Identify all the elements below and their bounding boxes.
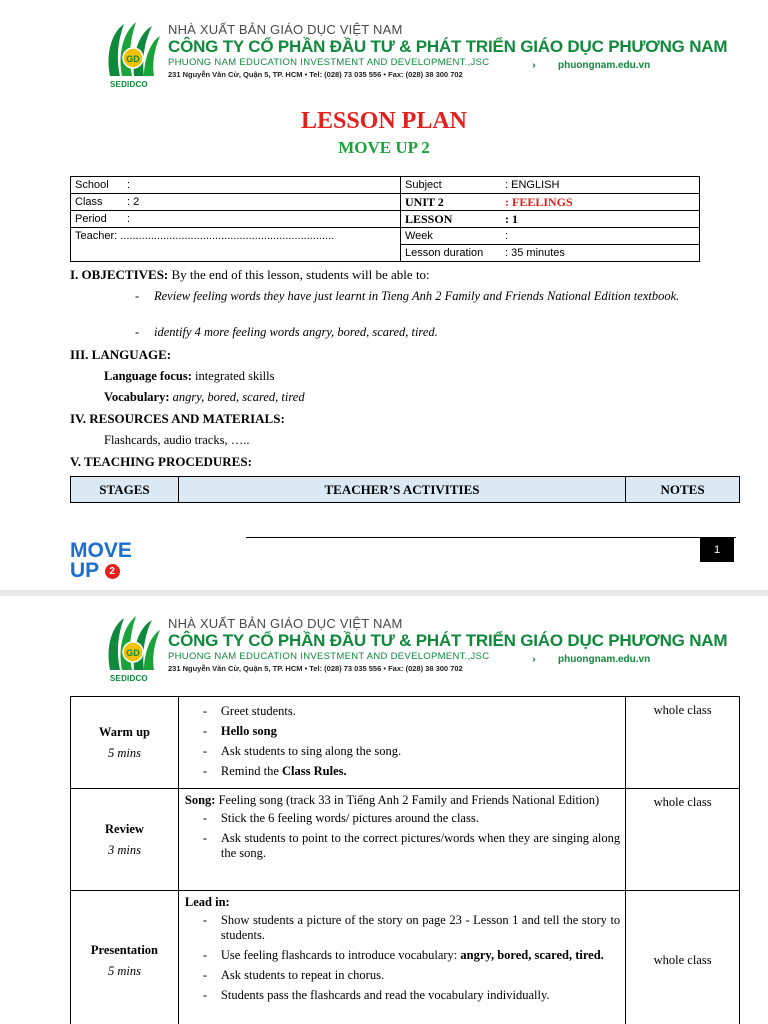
company-name: CÔNG TY CỔ PHẦN ĐẦU TƯ & PHÁT TRIỂN GIÁO DỤC PHƯƠNG NAM bbox=[168, 631, 728, 650]
page-2 bbox=[0, 596, 768, 1024]
company-name-en: PHUONG NAM EDUCATION INVESTMENT AND DEVELOPMENT.,JSC bbox=[168, 651, 490, 662]
logo-letters: GD bbox=[126, 648, 140, 658]
logo-text: SEDIDCO bbox=[110, 80, 148, 89]
stage-time: 5 mins bbox=[107, 963, 141, 978]
activity-heading bbox=[185, 793, 620, 808]
list-item: - Students pass the flashcards and read the vocabulary individually. bbox=[185, 988, 620, 1003]
duration-value: : 35 minutes bbox=[505, 247, 565, 259]
list-text: Use feeling flashcards to introduce vocabulary: bbox=[220, 948, 461, 962]
activities-cell bbox=[178, 891, 625, 1024]
stage-cell bbox=[71, 891, 179, 1024]
lesson-info-table bbox=[70, 176, 700, 262]
logo-move: MOVE bbox=[70, 539, 132, 562]
company-logo bbox=[104, 20, 162, 86]
list-item bbox=[185, 764, 620, 779]
move-up-logo bbox=[70, 541, 132, 581]
language-focus-label: Language focus: bbox=[104, 369, 192, 383]
stage-cell bbox=[71, 789, 179, 891]
class-cell bbox=[71, 194, 401, 211]
vocabulary-label: Vocabulary: bbox=[104, 390, 170, 404]
stage-time: 3 mins bbox=[107, 842, 141, 857]
company-logo bbox=[104, 614, 162, 680]
procedures-heading-line bbox=[70, 454, 252, 470]
vocabulary-value: angry, bored, scared, tired bbox=[172, 390, 305, 404]
duration-cell bbox=[401, 245, 700, 262]
stage-cell bbox=[71, 697, 179, 789]
objective-text: identify 4 more feeling words angry, bored, scared, tired. bbox=[154, 325, 438, 339]
list-item bbox=[185, 948, 620, 963]
list-bold: angry, bored, scared, tired. bbox=[460, 948, 604, 962]
list-item: - Show students a picture of the story on page 23 - Lesson 1 and tell the story to students. bbox=[185, 913, 620, 943]
publisher-name: NHÀ XUẤT BẢN GIÁO DỤC VIỆT NAM bbox=[168, 22, 403, 37]
footer-rule bbox=[246, 537, 736, 538]
list-item bbox=[185, 724, 620, 739]
publisher-name: NHÀ XUẤT BẢN GIÁO DỤC VIỆT NAM bbox=[168, 616, 403, 631]
duration-label: Lesson duration bbox=[405, 247, 484, 259]
col-stages: STAGES bbox=[71, 477, 179, 503]
heading-text: Feeling song (track 33 in Tiếng Anh 2 Family and Friends National Edition) bbox=[215, 793, 600, 807]
procedures-heading: V. TEACHING PROCEDURES: bbox=[70, 454, 252, 469]
period-label: Period bbox=[75, 213, 107, 225]
note-cell: whole class bbox=[626, 789, 740, 891]
table-row bbox=[71, 697, 740, 789]
unit-value: : FEELINGS bbox=[505, 194, 573, 209]
week-value: : bbox=[505, 230, 509, 242]
note-text: whole class bbox=[653, 953, 712, 967]
list-text: Remind the bbox=[220, 764, 283, 778]
lesson-cell bbox=[401, 211, 700, 228]
stage-name: Review bbox=[105, 821, 144, 836]
resources-heading: IV. RESOURCES AND MATERIALS: bbox=[70, 411, 285, 426]
objectives-intro: By the end of this lesson, students will be able to: bbox=[171, 267, 430, 282]
subject-label: Subject bbox=[405, 179, 442, 191]
logo-num: 2 bbox=[105, 564, 120, 579]
resources-value: Flashcards, audio tracks, ….. bbox=[104, 433, 250, 447]
table-row bbox=[71, 891, 740, 1024]
page-title: LESSON PLAN bbox=[300, 108, 468, 134]
company-header bbox=[104, 614, 728, 694]
teacher-value: ...................................................................... bbox=[120, 230, 335, 242]
page-1: GD SEDIDCO NHÀ XUẤT BẢN GIÁO DỤC VIỆT NAM CÔNG TY CỔ PHẦN ĐẦU TƯ & PHÁT TRIỂN GIÁO DỤC PHƯƠNG NAM PHUONG NAM EDUCATION INVESTMENT AND DEVELOPMENT.,JSC 231 Nguyễn Văn Cừ, Quận 5, TP. HCM • Tel: (028) 73 035 556 • Fax: (028) 38 300 702 ››› phuongnam.edu.vn LESSON PLAN MOVE UP 2 School : Subject : ENGLISH Class : 2 UNIT 2 : FEELINGS Period : LESSON : 1 Teacher: ...................................................................... Week : Lesson duration : 35 minutes I. OBJECTIVES: By the end of this lesson, students will be able to: - Review feeling words they have just learnt in Tieng Anh 2 Family and Friends National Edition textbook. - identify 4 more feeling words angry, bored, scared, tired. III. LANGUAGE: Language focus: integrated skills Vocabulary: angry, bored, scared, tired IV. RESOURCES AND MATERIALS: Flashcards, audio tracks, ….. V. TEACHING PROCEDURES: STAGES TEACHER’S ACTIVITIES NOTES MOVE UP 2 1 bbox=[0, 0, 768, 590]
list-item: - Ask students to sing along the song. bbox=[185, 744, 620, 759]
col-notes: NOTES bbox=[626, 477, 740, 503]
week-label: Week bbox=[405, 230, 433, 242]
objectives-heading-line bbox=[70, 267, 430, 283]
col-activities: TEACHER’S ACTIVITIES bbox=[178, 477, 625, 503]
logo-text: SEDIDCO bbox=[110, 674, 148, 683]
company-address: 231 Nguyễn Văn Cừ, Quận 5, TP. HCM • Tel: (028) 73 035 556 • Fax: (028) 38 300 702 bbox=[168, 70, 463, 79]
logo-up: UP bbox=[70, 559, 99, 582]
vocabulary-line bbox=[104, 390, 305, 405]
lesson-value: : 1 bbox=[505, 211, 518, 226]
school-label: School bbox=[75, 179, 109, 191]
objective-text: Review feeling words they have just learnt in Tieng Anh 2 Family and Friends National Edition textbook. bbox=[154, 289, 680, 303]
company-address: 231 Nguyễn Văn Cừ, Quận 5, TP. HCM • Tel: (028) 73 035 556 • Fax: (028) 38 300 702 bbox=[168, 664, 463, 673]
stage-name: Presentation bbox=[90, 942, 159, 957]
note-cell bbox=[626, 891, 740, 1024]
language-focus-value: integrated skills bbox=[194, 369, 275, 383]
table-row bbox=[71, 789, 740, 891]
class-value: : 2 bbox=[127, 196, 140, 208]
unit-label: UNIT 2 bbox=[405, 194, 444, 209]
arrows-icon: ››› bbox=[532, 60, 533, 71]
procedures-header-table bbox=[70, 476, 740, 503]
school-cell bbox=[71, 177, 401, 194]
company-website: phuongnam.edu.vn bbox=[558, 60, 651, 71]
company-website: phuongnam.edu.vn bbox=[558, 654, 651, 665]
subject-value: : ENGLISH bbox=[505, 179, 560, 191]
period-cell bbox=[71, 211, 401, 228]
heading-bold: Lead in: bbox=[184, 895, 230, 909]
procedures-table bbox=[70, 696, 740, 1024]
language-focus-line bbox=[104, 369, 274, 384]
activities-cell bbox=[178, 789, 625, 891]
stage-time: 5 mins bbox=[107, 745, 141, 760]
list-item: - Ask students to point to the correct pictures/words when they are singing along the song. bbox=[185, 831, 620, 861]
teacher-label: Teacher: bbox=[75, 230, 118, 242]
unit-cell bbox=[401, 194, 700, 211]
activities-cell bbox=[178, 697, 625, 789]
resources-heading-line bbox=[70, 411, 285, 427]
list-bold: Class Rules. bbox=[282, 764, 347, 778]
objectives-heading: I. OBJECTIVES: bbox=[70, 267, 169, 282]
lesson-label: LESSON bbox=[405, 211, 453, 226]
period-value: : bbox=[127, 213, 131, 225]
company-header bbox=[104, 20, 728, 100]
company-name-en: PHUONG NAM EDUCATION INVESTMENT AND DEVELOPMENT.,JSC bbox=[168, 57, 490, 68]
page-number: 1 bbox=[700, 538, 734, 562]
teacher-cell bbox=[71, 228, 401, 262]
song-title: Hello song bbox=[220, 724, 277, 738]
class-label: Class bbox=[75, 196, 103, 208]
list-item: - Greet students. bbox=[185, 704, 620, 719]
list-item: - Ask students to repeat in chorus. bbox=[185, 968, 620, 983]
week-cell bbox=[401, 228, 700, 245]
school-value: : bbox=[127, 179, 131, 191]
heading-bold: Song: bbox=[184, 793, 216, 807]
stage-name: Warm up bbox=[98, 724, 150, 739]
list-item: - Stick the 6 feeling words/ pictures around the class. bbox=[185, 811, 620, 826]
note-cell: whole class bbox=[626, 697, 740, 789]
language-heading: III. LANGUAGE: bbox=[70, 347, 172, 362]
logo-letters: GD bbox=[126, 54, 140, 64]
company-name: CÔNG TY CỔ PHẦN ĐẦU TƯ & PHÁT TRIỂN GIÁO DỤC PHƯƠNG NAM bbox=[168, 37, 728, 56]
arrows-icon: ››› bbox=[532, 654, 533, 665]
subject-cell bbox=[401, 177, 700, 194]
activity-heading bbox=[185, 895, 620, 910]
page-subtitle: MOVE UP 2 bbox=[338, 138, 430, 157]
language-heading-line bbox=[70, 347, 171, 363]
